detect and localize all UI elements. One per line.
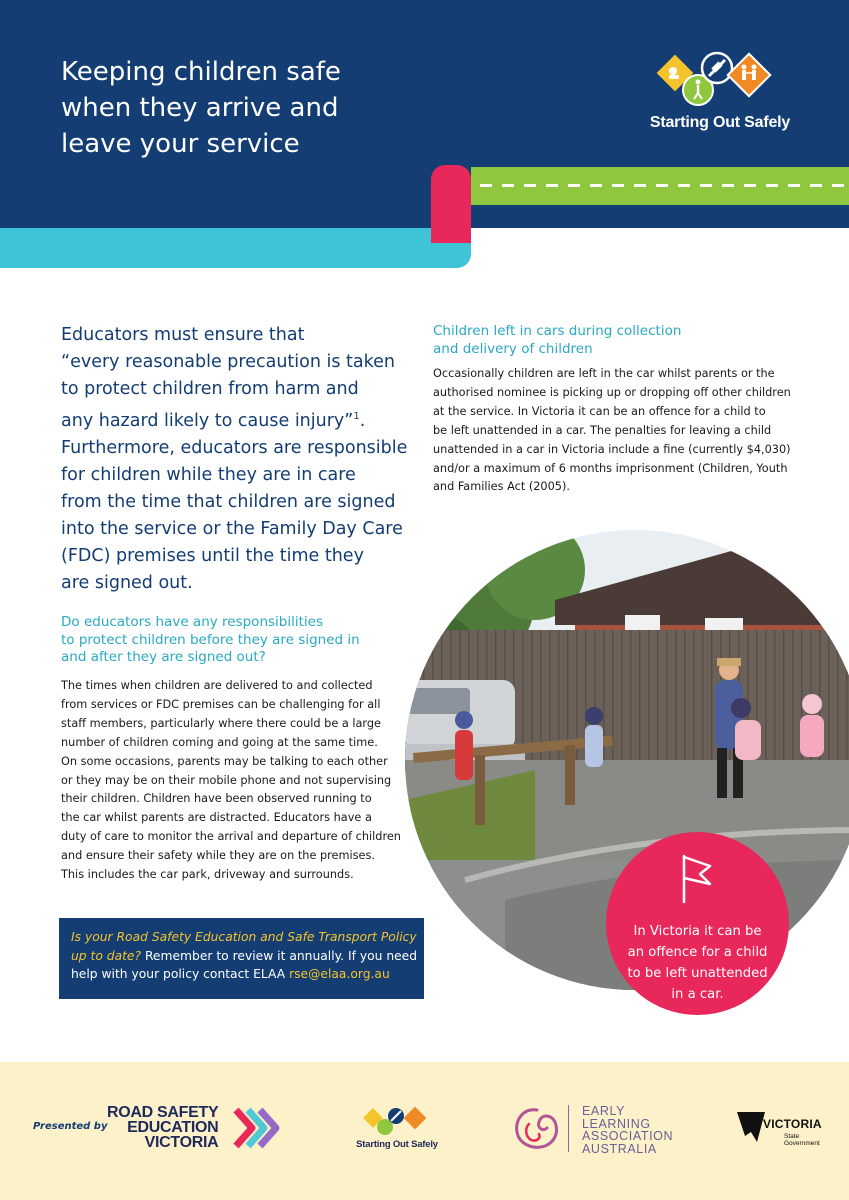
- elaa-email-link[interactable]: rse@elaa.org.au: [289, 967, 390, 981]
- intro-line: are signed out.: [61, 572, 193, 593]
- intro-line: for children while they are in care: [61, 464, 356, 485]
- intro-line: (FDC) premises until the time they: [61, 545, 364, 566]
- intro-line: into the service or the Family Day Care: [61, 518, 403, 539]
- intro-line: “every reasonable precaution is taken: [61, 352, 396, 372]
- policy-callout-box: Is your Road Safety Education and Safe Transport Policy up to date? Remember to review it annually. If you need help with your policy contact ELAA rse@elaa.org.au: [59, 918, 424, 999]
- teal-road-stripe: [0, 228, 471, 268]
- starting-out-safely-small-logo: Starting Out Safely: [352, 1105, 442, 1155]
- cars-heading: Children left in cars during collection and delivery of children: [433, 323, 682, 357]
- offence-badge: [606, 832, 789, 1015]
- road-signs-icon: [352, 1105, 442, 1139]
- elaa-logo-text: EARLY LEARNING ASSOCIATION AUSTRALIA: [582, 1104, 674, 1156]
- intro-paragraph: [61, 322, 406, 597]
- intro-line: any hazard likely to cause injury”$^1$.: [61, 410, 366, 431]
- intro-line: to protect children from harm and: [61, 379, 359, 399]
- rse-victoria-logo: ROAD SAFETY EDUCATION VICTORIA: [107, 1104, 219, 1151]
- pink-road-stripe: [431, 165, 471, 243]
- victoria-government-logo: VICTORIA State Government: [735, 1106, 775, 1151]
- intro-line: from the time that children are signed: [61, 491, 396, 512]
- chevron-arrows-icon: [232, 1106, 282, 1150]
- footnote-ref: 1: [353, 411, 360, 422]
- logo-label: Starting Out Safely: [649, 114, 791, 131]
- title-line: Keeping children safe: [61, 57, 341, 87]
- presented-by-label: Presented by: [33, 1121, 108, 1132]
- page-title: [61, 54, 401, 162]
- callout-italic: up to date?: [71, 948, 142, 963]
- road-dash-line: [480, 184, 849, 187]
- responsibilities-heading: Do educators have any responsibilities to protect children before they are signed in and after they are signed out?: [61, 614, 360, 665]
- elaa-logo-icon: [511, 1104, 563, 1152]
- road-signs-icon: [640, 48, 800, 114]
- elaa-divider: [568, 1105, 569, 1152]
- starting-out-safely-logo: [640, 48, 800, 138]
- callout-italic: Is your Road Safety Education and Safe Transport Policy: [71, 930, 417, 944]
- cars-body: Occasionally children are left in the car whilst parents or the authorised nominee is picking up or dropping off other children at the service. In Victoria it can be an offence for a child to be left unattended in a car. The penalties for leaving a child unattended in a car in Victoria include a fine (currently $4,030) and/or a maximum of 6 months imprisonment (Children, Youth and Families Act (2005).: [433, 367, 791, 494]
- intro-line: Furthermore, educators are responsible: [61, 437, 408, 458]
- title-line: leave your service: [61, 129, 300, 159]
- intro-line: Educators must ensure that: [61, 325, 305, 345]
- flag-icon: [680, 852, 716, 904]
- responsibilities-body: The times when children are delivered to and collected from services or FDC premises can be challenging for all staff members, particularly where there could be a large number of children coming and going at the same time. On some occasions, parents may be talking to each other or they may be on their mobile phone and not supervising their children. Children have been observed running to the car whilst parents are distracted. Educators have a duty of care to monitor the arrival and departure of children and ensure their safety while they are on the premises. This includes the car park, driveway and surrounds.: [61, 679, 401, 882]
- title-line: when they arrive and: [61, 93, 339, 123]
- badge-message: In Victoria it can be an offence for a child to be left unattended in a car.: [627, 924, 768, 1002]
